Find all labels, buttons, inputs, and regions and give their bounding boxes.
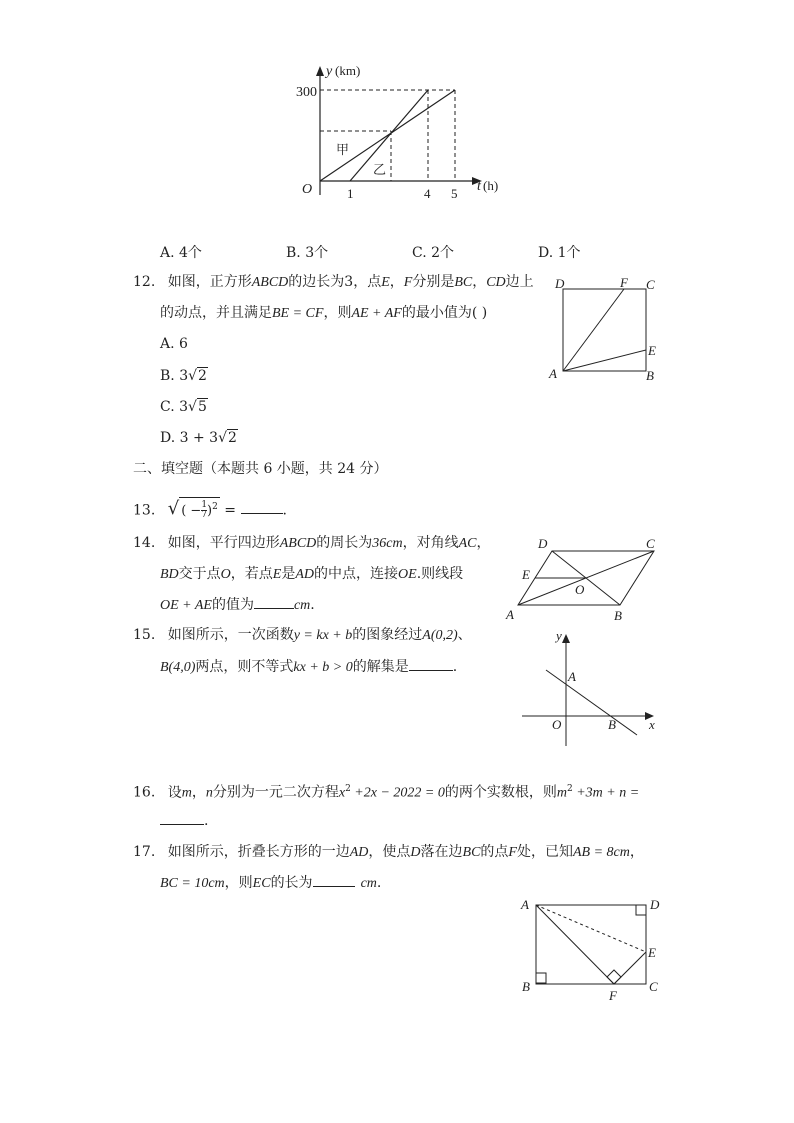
right-angle-f xyxy=(607,970,621,984)
t-unit: (h) xyxy=(483,178,499,193)
label-d: D xyxy=(555,276,565,291)
q12-math: AE + AF xyxy=(351,306,402,321)
q17-math: cm xyxy=(360,876,377,891)
q15-text: . xyxy=(452,659,458,675)
y-tick-300: 300 xyxy=(296,85,317,100)
q15-math: A(0,2) xyxy=(422,628,458,643)
q12-text: ，则 xyxy=(323,305,352,321)
q14-text: ，若点 xyxy=(230,566,273,582)
label-e: E xyxy=(522,567,530,582)
q15-math: B(4,0) xyxy=(160,660,196,675)
label-o: O xyxy=(575,582,585,597)
q15-math: kx + b > 0 xyxy=(293,660,353,675)
q14-text: 是 xyxy=(281,566,296,582)
q17-text: 的长为 xyxy=(270,875,313,891)
x-tick-1: 1 xyxy=(347,186,354,201)
q12-text: 边上 xyxy=(505,274,534,290)
q15-text: 的解集是 xyxy=(352,659,409,675)
y-unit: (km) xyxy=(335,63,361,78)
q13-frac-num: 1 xyxy=(201,500,208,511)
rectangle-abcd xyxy=(536,905,646,984)
label-f: F xyxy=(609,988,617,1003)
q17-text: 处，已知 xyxy=(516,844,573,860)
q14-math: E xyxy=(272,567,282,582)
q11-option-c[interactable]: C. 2个 xyxy=(412,245,455,261)
q16-text: . xyxy=(204,813,209,829)
right-angle-b xyxy=(536,973,546,983)
q13-line: 13. √ ( − $\frac{1}{7}$ )$^2$ = . xyxy=(133,498,287,521)
q15-text: 如图所示，一次函数 xyxy=(167,627,294,643)
q17-math: AD xyxy=(349,845,369,860)
q16-sup: 2 xyxy=(566,784,573,794)
q15-text: 、 xyxy=(457,627,472,643)
x-tick-5: 5 xyxy=(451,186,458,201)
q14-math: ABCD xyxy=(279,536,317,551)
q12-option-d[interactable]: D. 3 + 3√2 xyxy=(160,430,237,446)
q14-text: .则线段 xyxy=(416,566,464,582)
q12-math: E xyxy=(381,275,390,290)
right-angle-d xyxy=(636,905,646,915)
q14-number: 14. xyxy=(133,535,156,551)
q14-math: AC xyxy=(458,536,477,551)
q14-math: O xyxy=(220,567,231,582)
q17-math: EC xyxy=(252,876,271,891)
origin-label: O xyxy=(302,182,313,197)
q14-math: AD xyxy=(295,567,315,582)
segment-af xyxy=(536,905,614,984)
q13-math: ) xyxy=(207,503,213,519)
q12-text: 的边长为3，点 xyxy=(288,274,382,290)
label-a: A xyxy=(549,366,557,381)
q16-number: 16. xyxy=(133,784,156,801)
label-c: C xyxy=(646,536,655,551)
label-b: B xyxy=(646,368,654,383)
q11-option-a[interactable]: A. 4个 xyxy=(160,245,202,261)
q12-opt-text: B. 3 xyxy=(160,368,189,384)
q16-math: +3m + n = xyxy=(572,785,640,801)
label-b: B xyxy=(608,717,616,732)
q17-text: 的点 xyxy=(480,844,509,860)
q12-math: BE = CF xyxy=(272,306,324,321)
q17-text: ，则 xyxy=(224,875,253,891)
q12-radicand: 5 xyxy=(197,399,207,415)
q14-text: 如图，平行四边形 xyxy=(167,535,280,551)
q14-text: ， xyxy=(476,535,491,551)
label-b: B xyxy=(614,608,622,623)
q12-option-b[interactable]: B. 3√2 xyxy=(160,368,207,384)
y-label: y xyxy=(326,64,333,79)
q17-number: 17. xyxy=(133,844,156,860)
q14-math: 36cm xyxy=(372,536,403,551)
label-d: D xyxy=(538,536,548,551)
segment-ae-dashed xyxy=(536,905,646,952)
label-x: x xyxy=(649,717,655,732)
q12-math: F xyxy=(403,275,413,290)
q11-option-d[interactable]: D. 1个 xyxy=(538,245,581,261)
q14-text: 的值为 xyxy=(211,597,254,613)
q12-number: 12. xyxy=(133,274,156,290)
q12-radicand: 2 xyxy=(228,430,237,446)
q12-math: ABCD xyxy=(251,275,289,290)
q17-math: BC = 10cm xyxy=(160,876,225,891)
q12-math: BC xyxy=(454,275,473,290)
q14-text: 交于点 xyxy=(178,566,221,582)
q12-option-a[interactable]: A. 6 xyxy=(160,336,188,352)
q16-text: 设 xyxy=(167,784,182,801)
q14-math: OE + AE xyxy=(160,598,212,613)
label-c: C xyxy=(649,979,658,994)
q16-sup: 2 xyxy=(345,784,351,794)
q12-option-c[interactable]: C. 3√5 xyxy=(160,399,207,415)
q16-math: +2x − 2022 = 0 xyxy=(350,785,445,801)
q12-text: 的动点，并且满足 xyxy=(160,305,272,321)
label-d: D xyxy=(650,897,660,912)
q12-text: ， xyxy=(472,274,487,290)
q11-option-b[interactable]: B. 3个 xyxy=(286,245,329,261)
label-c: C xyxy=(646,277,655,292)
q13-math: ( − xyxy=(181,503,202,519)
q13-sup: 2 xyxy=(212,502,218,512)
q14-math: cm xyxy=(293,598,311,613)
label-o: O xyxy=(552,717,562,732)
q14-text: 的中点，连接 xyxy=(314,566,399,582)
q12-text: 分别是 xyxy=(412,274,455,290)
q12-radicand: 2 xyxy=(198,368,207,384)
q15-math: y = kx + b xyxy=(293,628,353,643)
q16-math: x xyxy=(338,785,346,801)
q16-text: ， xyxy=(191,784,206,801)
label-e: E xyxy=(648,945,656,960)
q16-text: 分别为一元二次方程 xyxy=(212,784,339,801)
x-tick-4: 4 xyxy=(424,186,431,201)
q14-text: 的周长为 xyxy=(316,535,373,551)
q17-math: D xyxy=(410,845,421,860)
label-a: A xyxy=(506,607,514,622)
q14-text: . xyxy=(310,597,315,613)
q17-text: 落在边 xyxy=(420,844,463,860)
label-yi: 乙 xyxy=(373,162,387,177)
label-a: A xyxy=(521,897,529,912)
q12-opt-text: D. 3 + 3 xyxy=(160,430,219,446)
q15-text: 两点，则不等式 xyxy=(195,659,294,675)
q14-math: OE xyxy=(398,567,417,582)
q13-frac-den: 7 xyxy=(201,510,208,521)
q16-math: m xyxy=(556,785,567,801)
q14-text: ，对角线 xyxy=(402,535,459,551)
q17-math: BC xyxy=(462,845,481,860)
q17-math: F xyxy=(508,845,517,860)
section-2-title: 二、填空题（本题共 6 小题，共 24 分） xyxy=(133,461,388,477)
q17-text: ， xyxy=(629,844,644,860)
q16-math: m xyxy=(181,785,192,801)
label-y: y xyxy=(556,628,562,643)
q17-math: AB = 8cm xyxy=(572,845,630,860)
t-label: t xyxy=(477,179,481,194)
q12-text: ， xyxy=(389,274,404,290)
q16-math: n xyxy=(205,785,213,801)
q12-opt-text: C. 3 xyxy=(160,399,189,415)
label-e: E xyxy=(648,343,656,358)
q13-number: 13. xyxy=(133,502,156,519)
q15-text: 的图象经过 xyxy=(352,627,423,643)
label-f: F xyxy=(620,275,628,290)
label-b: B xyxy=(522,979,530,994)
q12-text: 的最小值为( ) xyxy=(401,305,488,321)
q14-math: BD xyxy=(160,567,179,582)
label-a: A xyxy=(568,669,576,684)
q15-number: 15. xyxy=(133,627,156,643)
q12-text: 如图，正方形 xyxy=(167,274,252,290)
q16-text: 的两个实数根，则 xyxy=(444,784,557,801)
label-jia: 甲 xyxy=(336,142,350,157)
q17-text: . xyxy=(376,875,382,891)
q13-text: . xyxy=(282,502,287,519)
q17-text: 如图所示，折叠长方形的一边 xyxy=(167,844,350,860)
q12-math: CD xyxy=(486,275,506,290)
q13-math: = xyxy=(219,502,241,519)
q17-text: ，使点 xyxy=(368,844,411,860)
